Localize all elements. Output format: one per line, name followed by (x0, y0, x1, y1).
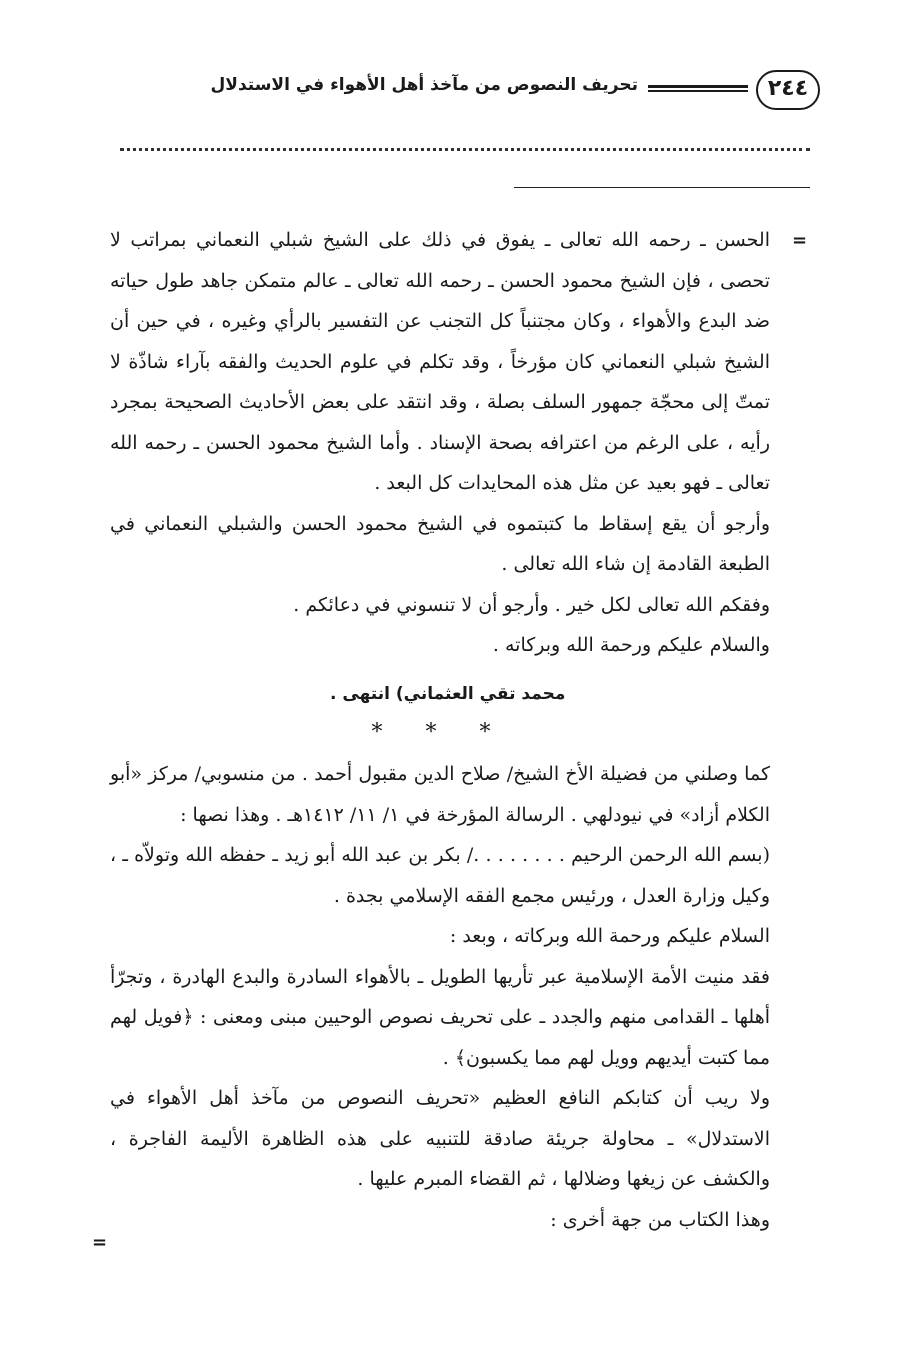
paragraph: (بسم الله الرحمن الرحيم . . . . . . . ./ بكر بن عبد الله أبو زيد ـ حفظه الله وتولاّه ـ ، وكيل وزارة العدل ، ورئيس مجمع الفقه الإسلامي بجدة . (110, 844, 770, 907)
signature-line: محمد تقي العثماني) انتهى . (330, 683, 566, 704)
page-header (110, 70, 820, 116)
header-rule (648, 85, 748, 92)
paragraph: والسلام عليكم ورحمة الله وبركاته . (492, 634, 770, 656)
footnote-rule (514, 187, 810, 188)
paragraph: ولا ريب أن كتابكم النافع العظيم «تحريف النصوص من مآخذ أهل الأهواء في الاستدلال» ـ محاولة جريئة صادقة للتنبيه على هذه الظاهرة الأليمة الفاجرة ، والكشف عن زيغها وضلالها ، ثم القضاء المبرم عليها . (110, 1087, 770, 1190)
paragraph: كما وصلني من فضيلة الأخ الشيخ/ صلاح الدين مقبول أحمد . من منسوبي/ مركز «أبو الكلام أزاد» في نيودلهي . الرسالة المؤرخة في ١/ ١١/ ١٤١٢هـ . وهذا نصها : (110, 763, 770, 826)
body-text (110, 220, 770, 1240)
paragraph: الحسن ـ رحمه الله تعالى ـ يفوق في ذلك على الشيخ شبلي النعماني بمراتب لا تحصى ، فإن الشيخ محمود الحسن ـ رحمه الله تعالى ـ عالم متمكن جاهد طول حياته ضد البدع والأهواء ، وكان مجتنباً كل التجنب عن التفسير بالرأي وغيره ، في حين أن الشيخ شبلي النعماني كان مؤرخاً ، وقد تكلم في علوم الحديث والفقه بآراء شاذّة لا تمتّ إلى محجّة جمهور السلف بصلة ، وقد انتقد على بعض الأحاديث الصحيحة بمجرد رأيه ، على الرغم من اعترافه بصحة الإسناد . وأما الشيخ محمود الحسن ـ رحمه الله تعالى ـ فهو بعيد عن مثل هذه المحايدات كل البعد . (110, 229, 770, 494)
paragraph: السلام عليكم ورحمة الله وبركاته ، وبعد : (449, 925, 770, 947)
paragraph: فقد منيت الأمة الإسلامية عبر تأريها الطويل ـ بالأهواء السادرة والبدع الهادرة ، وتجرّأ أهلها ـ القدامى منهم والجدد ـ على تحريف نصوص الوحيين مبنى ومعنى : ﴿فويل لهم مما كتبت أيديهم وويل لهم مما يكسبون﴾ . (110, 965, 770, 1069)
page-number: ٢٤٤ (756, 70, 820, 110)
continuation-marker-bottom: = (92, 1232, 108, 1253)
continuation-marker-top: = (792, 230, 808, 251)
paragraph: وأرجو أن يقع إسقاط ما كتبتموه في الشيخ محمود الحسن والشبلي النعماني في الطبعة القادمة إن شاء الله تعالى . (110, 512, 770, 575)
dotted-divider (120, 148, 810, 155)
section-separator: * * * (371, 720, 509, 745)
running-title: تحريف النصوص من مآخذ أهل الأهواء في الاستدلال (210, 75, 638, 95)
paragraph: وهذا الكتاب من جهة أخرى : (550, 1208, 770, 1231)
paragraph: وفقكم الله تعالى لكل خير . وأرجو أن لا تنسوني في دعائكم . (293, 593, 770, 616)
